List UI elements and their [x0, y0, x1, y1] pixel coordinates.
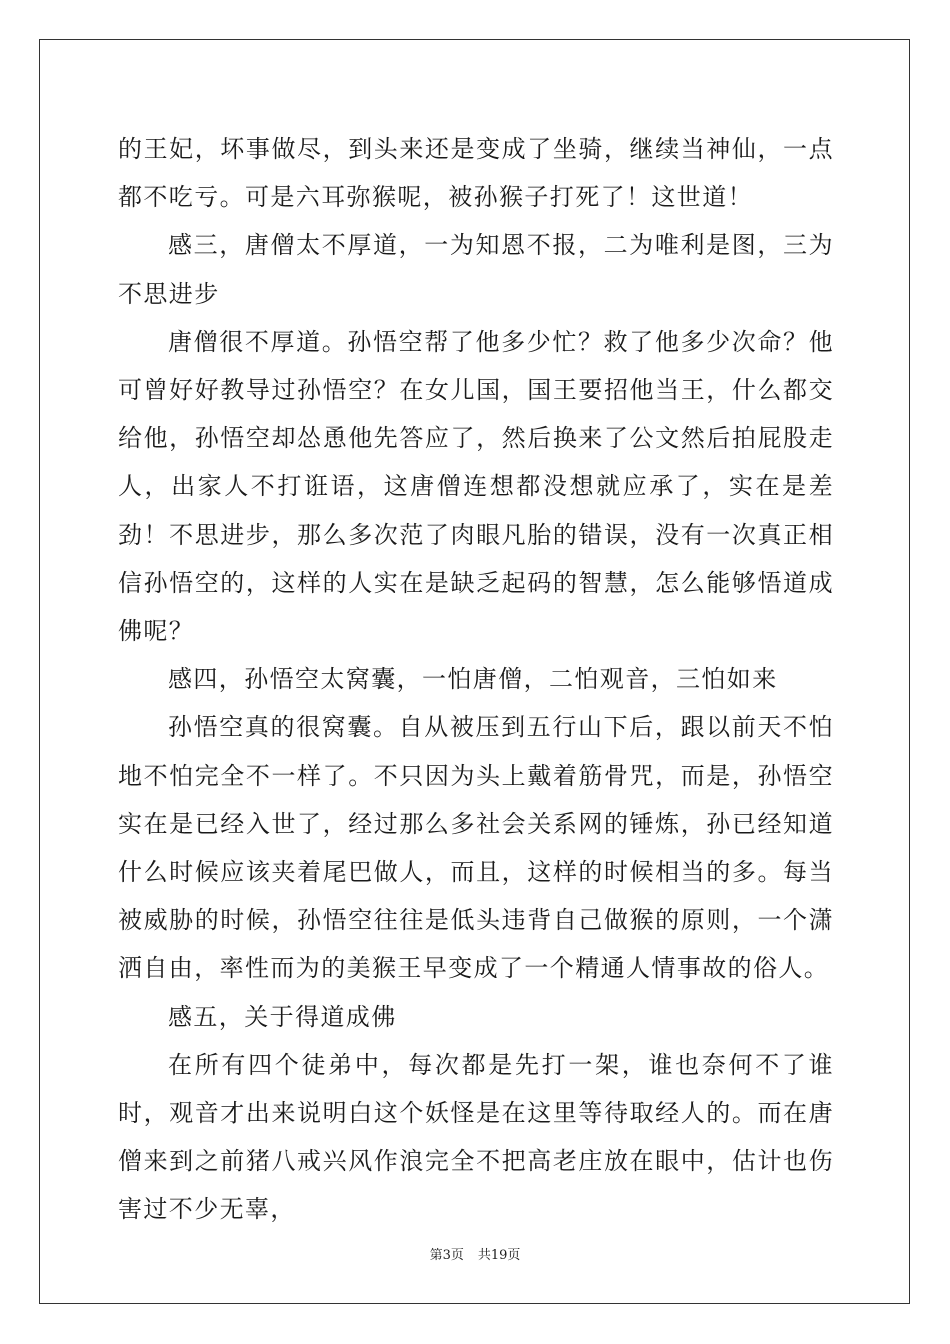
page-footer [0, 1248, 950, 1264]
document-body [118, 125, 834, 1234]
page-total: 共19页 [477, 1248, 521, 1263]
paragraph: 在所有四个徒弟中，每次都是先打一架，谁也奈何不了谁时，观音才出来说明白这个妖怪是在这里等待取经人的。而在唐僧来到之前猪八戒兴风作浪完全不把高老庄放在眼中，估计也伤害过不少无辜， [118, 1050, 834, 1224]
paragraph: 唐僧很不厚道。孙悟空帮了他多少忙？救了他多少次命？他可曾好好教导过孙悟空？在女儿国，国王要招他当王，什么都交给他，孙悟空却怂恿他先答应了，然后换来了公文然后拍屁股走人，出家人不打诳语，这唐僧连想都没想就应承了，实在是差劲！不思进步，那么多次范了肉眼凡胎的错误，没有一次真正相信孙悟空的，这样的人实在是缺乏起码的智慧，怎么能够悟道成佛呢？ [118, 327, 834, 646]
paragraph: 的王妃，坏事做尽，到头来还是变成了坐骑，继续当神仙，一点都不吃亏。可是六耳弥猴呢，被孙猴子打死了！这世道！ [118, 135, 834, 212]
paragraph: 感四，孙悟空太窝囊，一怕唐僧，二怕观音，三怕如来 [168, 665, 778, 694]
paragraph: 孙悟空真的很窝囊。自从被压到五行山下后，跟以前天不怕地不怕完全不一样了。不只因为头上戴着筋骨咒，而是，孙悟空实在是已经入世了，经过那么多社会关系网的锤炼，孙已经知道什么时候应该夹着尾巴做人，而且，这样的时候相当的多。每当被威胁的时候，孙悟空往往是低头违背自己做猴的原则，一个潇洒自由，率性而为的美猴王早变成了一个精通人情事故的俗人。 [118, 713, 834, 983]
paragraph: 感五，关于得道成佛 [168, 1002, 397, 1031]
paragraph: 感三，唐僧太不厚道，一为知恩不报，二为唯利是图，三为不思进步 [118, 231, 834, 308]
page-number: 第3页 [429, 1248, 464, 1263]
